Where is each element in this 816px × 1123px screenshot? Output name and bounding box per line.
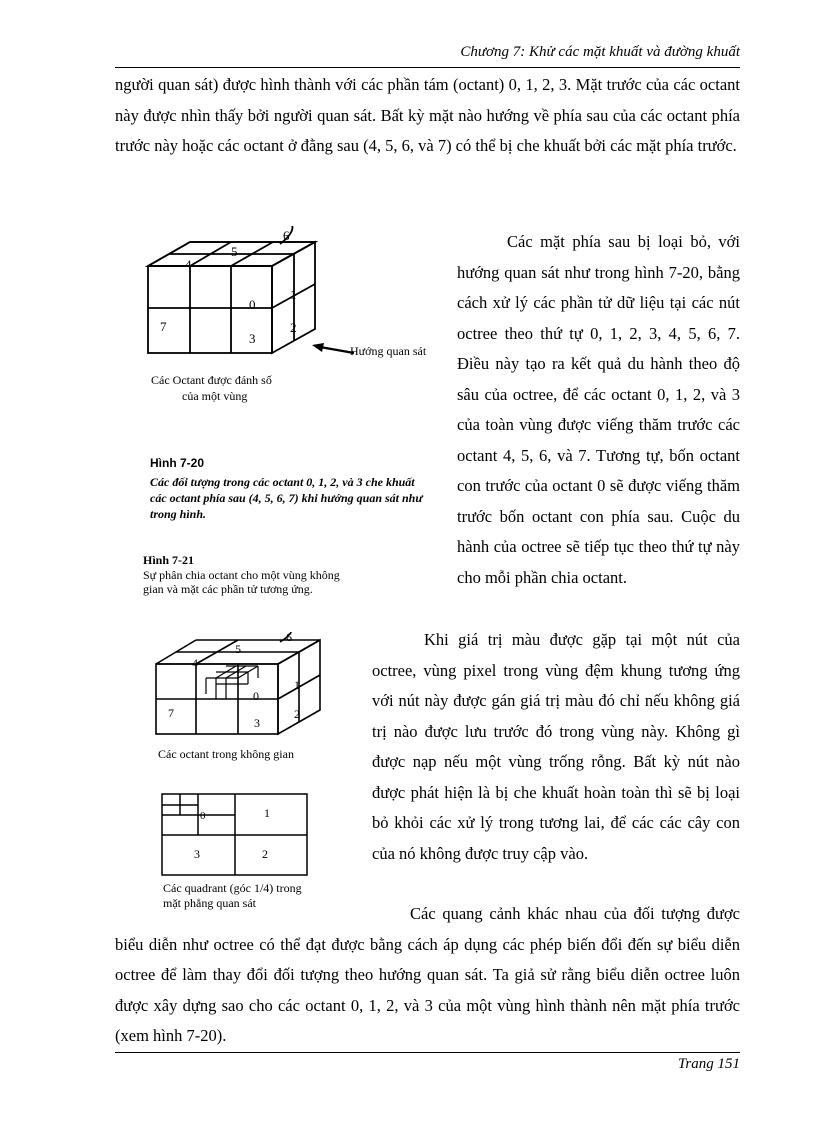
viewing-direction-label: Hướng quan sát [350, 344, 427, 358]
quadrant-label-0: 0 [200, 810, 206, 822]
fig-7-21-label-4: 4 [192, 656, 198, 670]
fig-7-20-label-5: 5 [231, 244, 238, 259]
fig-7-21-label-5: 5 [235, 642, 241, 656]
fig-7-20-label-6: 6 [283, 228, 290, 243]
paragraph-4: Các quang cảnh khác nhau của đối tượng được biểu diễn như octree có thể đạt được bằng cách áp dụng các phép biến đổi đến sự biểu diễn octree để làm thay đổi đối tượng theo hướng quan sát. Ta giả sử rằng biểu diễn octree luôn được xây dựng sao cho các octant 0, 1, 2, và 3 của một vùng hình thành nên mặt phía trước (xem hình 7-20). [115, 904, 740, 1045]
fig-7-21-label-2: 2 [294, 707, 300, 721]
quadrant-label-2: 2 [262, 847, 268, 861]
figure-7-20-description: Các đối tượng trong các octant 0, 1, 2, và 3 che khuất các octant phía sau (4, 5, 6, 7) khi hướng quan sát như trong hình. [150, 475, 423, 521]
fig-7-21-label-7: 7 [168, 706, 174, 720]
chapter-header: Chương 7: Khử các mặt khuất và đường khuất [460, 44, 740, 60]
fig-7-20-label-2: 2 [290, 320, 297, 335]
viewing-direction-arrow-icon [310, 340, 355, 360]
quadrant-caption-2: mặt phẳng quan sát [163, 896, 256, 910]
fig-7-20-label-3: 3 [249, 331, 256, 346]
fig-7-21-label-3: 3 [254, 716, 260, 730]
quadrant-caption-1: Các quadrant (góc 1/4) trong [163, 881, 302, 895]
fig-7-21-label-6: 6 [286, 630, 292, 644]
paragraph-1: người quan sát) được hình thành với các phần tám (octant) 0, 1, 2, 3. Mặt trước của các octant này được nhìn thấy bởi người quan sát. Bất kỳ mặt nào hướng về phía sau của các octant phía trước này hoặc các octant ở đằng sau (4, 5, 6, và 7) có thể bị che khuất bởi các mặt phía trước. [115, 75, 740, 155]
fig-7-21-label-0: 0 [253, 689, 259, 703]
fig-7-21-cube-caption: Các octant trong không gian [158, 747, 294, 761]
fig-7-20-label-1: 1 [290, 287, 297, 302]
figure-7-21-title: Hình 7-21 [143, 553, 195, 567]
footer-rule [115, 1052, 740, 1053]
fig-7-20-cube-caption-1: Các Octant được đánh số [151, 373, 272, 387]
paragraph-2: Các mặt phía sau bị loại bỏ, với hướng quan sát như trong hình 7-20, bằng cách xử lý các phần tử dữ liệu tại các nút octree theo thứ tự 0, 1, 2, 3, 4, 5, 6, 7. Điều này tạo ra kết quả du hành theo độ sâu của octree, để các octant 0, 1, 2, và 3 của toàn vùng được viếng thăm trước các octant 4, 5, 6, và 7. Tương tự, bốn octant con trước của octant 0 sẽ được viếng thăm trước bốn octant con phía sau. Cuộc du hành của octree sẽ tiếp tục theo thứ tự này cho mỗi phần chia octant. [457, 232, 740, 587]
fig-7-20-label-0: 0 [249, 297, 256, 312]
fig-7-20-cube-caption-2: của một vùng [182, 389, 248, 403]
quadrant-label-1: 1 [264, 806, 270, 820]
fig-7-20-label-4: 4 [185, 257, 192, 272]
figure-7-21-quadrants [160, 792, 310, 878]
paragraph-3: Khi giá trị màu được gặp tại một nút của octree, vùng pixel trong vùng đệm khung tương ứng với nút này được gán giá trị màu đó chỉ nếu không giá trị nào được lưu trước đó trong vùng này. Không gì được nạp nếu một vùng trống rỗng. Bất kỳ nút nào được phát hiện là bị che khuất hoàn toàn thì sẽ bị loại bỏ khỏi các xử lý trong tương lai, để các các cây con của nó không được truy cập vào. [372, 630, 740, 863]
figure-7-21-description: Sự phân chia octant cho một vùng không gian và mặt các phần tử tương ứng. [143, 568, 340, 596]
fig-7-21-label-1: 1 [294, 678, 300, 692]
header-rule [115, 67, 740, 68]
page-number: Trang 151 [677, 1056, 740, 1072]
figure-7-20-title: Hình 7-20 [150, 456, 205, 470]
quadrant-label-3: 3 [194, 847, 200, 861]
fig-7-20-label-7: 7 [160, 319, 167, 334]
